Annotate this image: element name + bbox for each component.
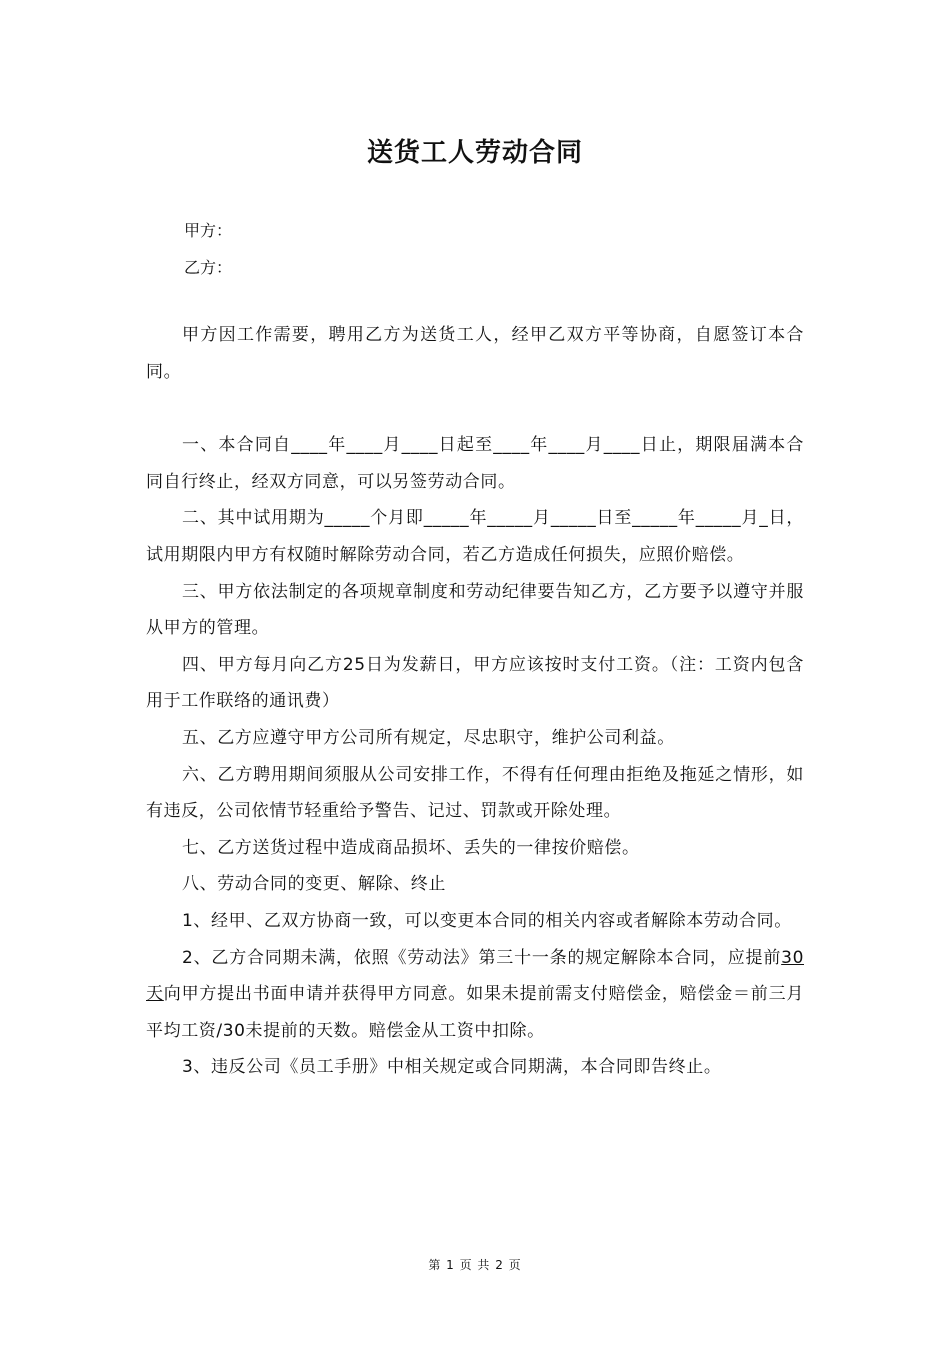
clause-7: 七、乙方送货过程中造成商品损坏、丢失的一律按价赔偿。 bbox=[182, 837, 640, 858]
sub-clause-2-end: 向甲方提出书面申请并获得甲方同意。如果未提前需支付赔偿金，赔偿金＝前三月平均工资/30未提前的天数。赔偿金从工资中扣除。 bbox=[146, 984, 804, 1041]
sub-clause-2 bbox=[146, 940, 804, 1050]
sub-clause-3: 3、违反公司《员工手册》中相关规定或合同期满，本合同即告终止。 bbox=[182, 1057, 722, 1078]
clause-3: 三、甲方依法制定的各项规章制度和劳动纪律要告知乙方，乙方要予以遵守并服从甲方的管理。 bbox=[146, 581, 804, 639]
contract-body bbox=[146, 317, 804, 1086]
document-title: 送货工人劳动合同 bbox=[366, 138, 583, 168]
sub-clause-2-start: 2、乙方合同期未满，依照《劳动法》第三十一条的规定解除本合同，应提前 bbox=[182, 947, 782, 968]
page-footer: 第 1 页 共 2 页 bbox=[428, 1258, 522, 1272]
party-b-label: 乙方： bbox=[184, 258, 233, 277]
clause-6: 六、乙方聘用期间须服从公司安排工作，不得有任何理由拒绝及拖延之情形，如有违反，公司依情节轻重给予警告、记过、罚款或开除处理。 bbox=[146, 764, 804, 822]
party-a-label: 甲方： bbox=[184, 221, 233, 240]
sub-clause-1: 1、经甲、乙双方协商一致，可以变更本合同的相关内容或者解除本劳动合同。 bbox=[182, 910, 792, 931]
clause-5: 五、乙方应遵守甲方公司所有规定，尽忠职守，维护公司利益。 bbox=[182, 727, 675, 748]
clause-2: 二、其中试用期为_____个月即_____年_____月_____日至_____年_____月_日，试用期限内甲方有权随时解除劳动合同，若乙方造成任何损失，应照价赔偿。 bbox=[146, 508, 804, 565]
clause-4: 四、甲方每月向乙方25日为发薪日，甲方应该按时支付工资。（注：工资内包含用于工作联络的通讯费） bbox=[146, 654, 804, 712]
clause-1: 一、本合同自____年____月____日起至____年____月____日止，期限届满本合同自行终止，经双方同意，可以另签劳动合同。 bbox=[146, 435, 804, 492]
notice-days: 30天 bbox=[146, 947, 804, 1005]
clause-8: 八、劳动合同的变更、解除、终止 bbox=[182, 874, 446, 895]
intro-paragraph: 甲方因工作需要，聘用乙方为送货工人，经甲乙双方平等协商，自愿签订本合同。 bbox=[146, 325, 804, 382]
paragraph-gap bbox=[146, 390, 804, 427]
